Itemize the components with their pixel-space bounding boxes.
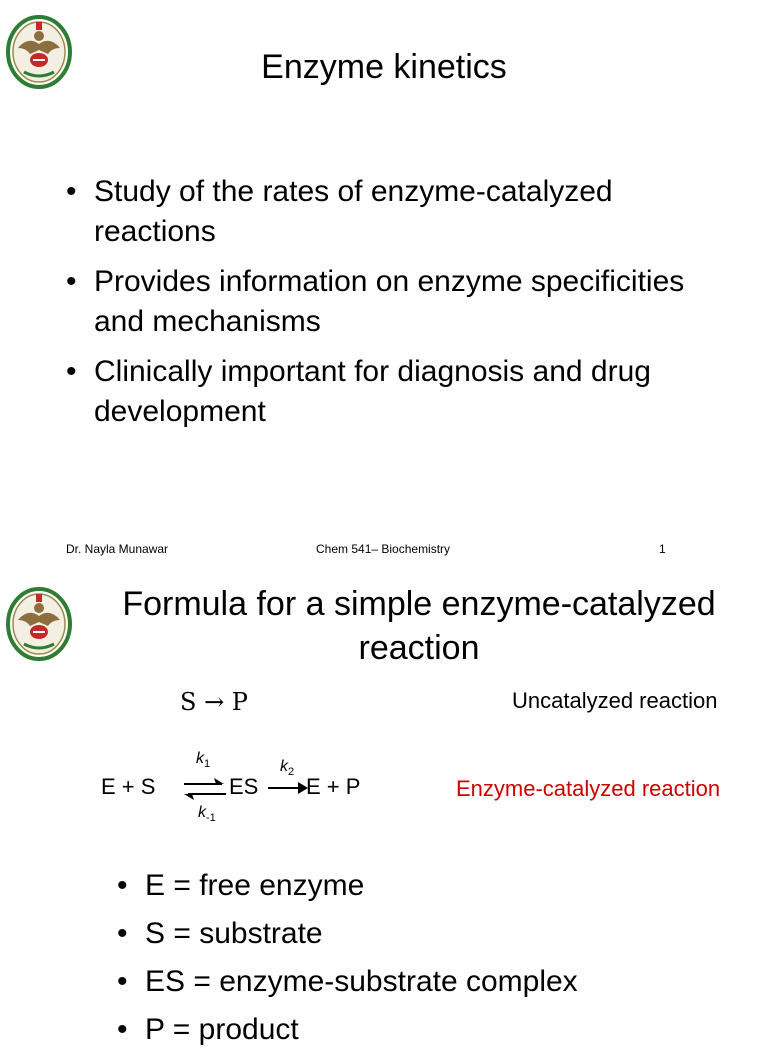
list-item: • Provides information on enzyme specificities and mechanisms [66,265,685,338]
rate-constant-k-minus-1: $k_{-1}$ [198,804,216,825]
slide-title: Formula for a simple enzyme-catalyzed reaction [122,585,716,667]
complex: ES [229,774,259,799]
slide-title: Enzyme kinetics [261,48,507,86]
list-item: • ES = enzyme-substrate complex [117,965,578,998]
list-item: • Clinically important for diagnosis and drug development [66,355,651,428]
products: E + P [306,774,361,799]
bullet-text: Provides information on enzyme specificities and mechanisms [94,265,685,338]
catalyzed-label: Enzyme-catalyzed reaction [456,776,721,801]
rate-constant-k2: $k_2$ [280,758,295,779]
equilibrium-arrows-icon [182,774,228,804]
definitions-list [117,862,745,1054]
uncatalyzed-label: Uncatalyzed reaction [512,688,718,713]
footer-author: Dr. Nayla Munawar [66,542,169,556]
footer-course: Chem 541– Biochemistry [316,542,451,556]
rate-constant-k1: $k_1$ [196,750,211,771]
list-item: • E = free enzyme [117,869,365,902]
bullet-text: Clinically important for diagnosis and drug development [94,355,651,428]
bullet-text: E = free enzyme [145,869,365,902]
reactants: E + S [101,774,156,799]
list-item: • Study of the rates of enzyme-catalyzed reactions [66,175,613,248]
bullet-text: Study of the rates of enzyme-catalyzed reactions [94,175,613,248]
footer-page-number: 1 [659,542,666,556]
bullet-text: S = substrate [145,917,323,950]
uncatalyzed-equation: S → P [180,688,248,716]
bullet-list [66,172,724,442]
university-emblem-icon [6,586,72,662]
bullet-text: P = product [145,1013,299,1046]
list-item: • S = substrate [117,917,323,950]
bullet-text: ES = enzyme-substrate complex [145,965,578,998]
forward-arrow-icon [266,778,310,798]
slide-2 [0,570,768,1046]
list-item: • P = product [117,1013,299,1046]
